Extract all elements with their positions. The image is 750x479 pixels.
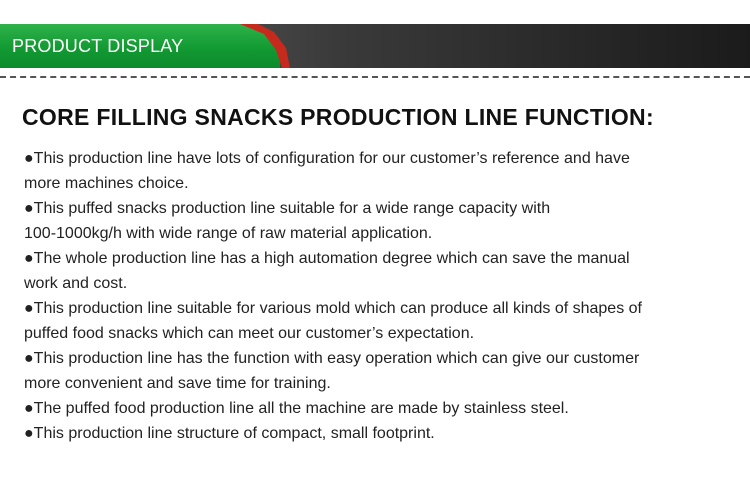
text-line: ●The whole production line has a high automation degree which can save the manual bbox=[24, 250, 630, 267]
section-banner bbox=[0, 24, 750, 68]
text-line: work and cost. bbox=[24, 275, 128, 292]
banner-title: PRODUCT DISPLAY bbox=[12, 36, 184, 56]
text-line: ●This production line structure of compact, small footprint. bbox=[24, 425, 435, 442]
text-line: puffed food snacks which can meet our customer’s expectation. bbox=[24, 325, 475, 342]
function-list bbox=[24, 146, 724, 446]
page-heading: CORE FILLING SNACKS PRODUCTION LINE FUNCTION: bbox=[22, 104, 654, 130]
text-line: more convenient and save time for training. bbox=[24, 375, 331, 392]
text-line: ●This production line have lots of configuration for our customer’s reference and have bbox=[24, 150, 630, 167]
text-line: more machines choice. bbox=[24, 175, 189, 192]
text-line: ●The puffed food production line all the machine are made by stainless steel. bbox=[24, 400, 569, 417]
dashed-divider bbox=[0, 76, 750, 78]
text-line: ●This puffed snacks production line suitable for a wide range capacity with bbox=[24, 200, 551, 217]
text-line: ●This production line has the function with easy operation which can give our customer bbox=[24, 350, 640, 367]
text-line: ●This production line suitable for various mold which can produce all kinds of shapes of bbox=[24, 300, 642, 317]
text-line: 100-1000kg/h with wide range of raw material application. bbox=[24, 225, 433, 242]
